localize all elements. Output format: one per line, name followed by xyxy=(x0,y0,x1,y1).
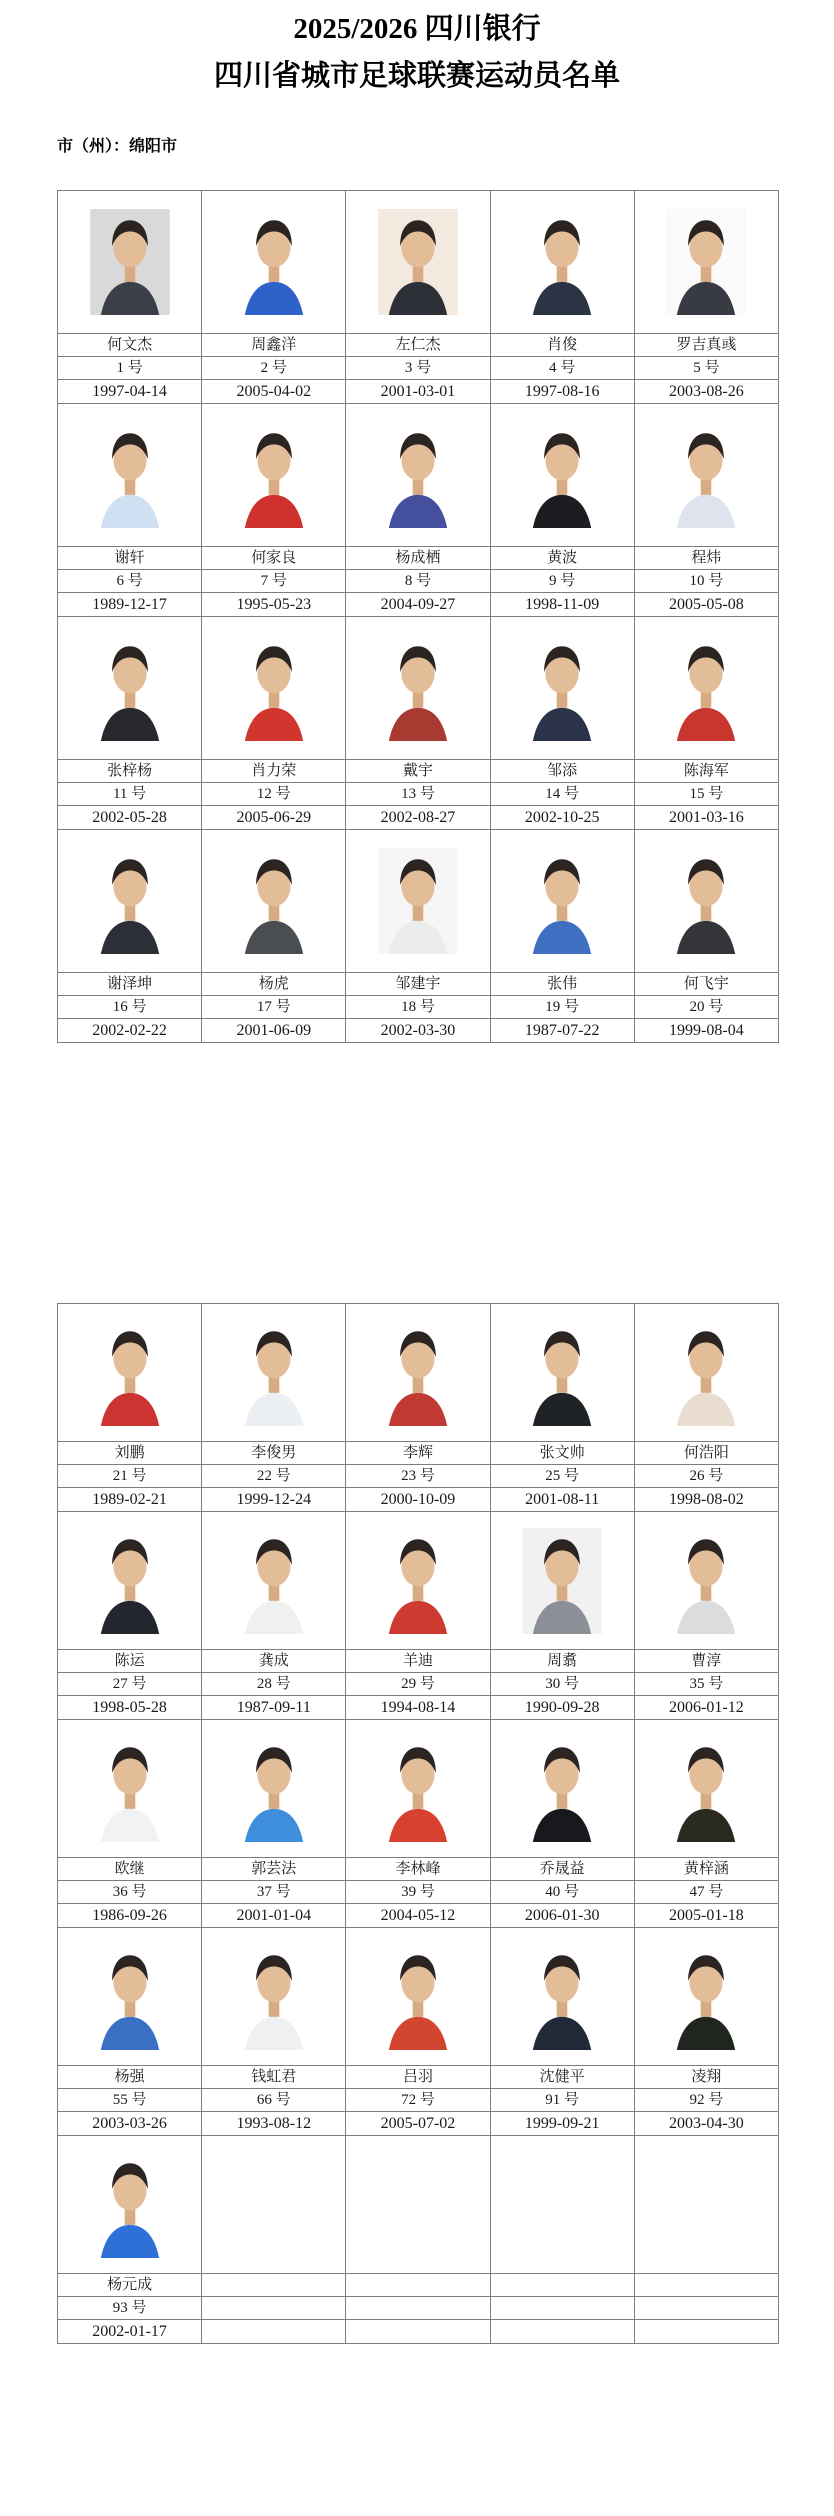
empty-photo-cell xyxy=(634,2136,778,2274)
player-name: 钱虹君 xyxy=(202,2066,346,2089)
player-photo xyxy=(666,635,746,741)
empty-cell xyxy=(634,2320,778,2344)
player-photo xyxy=(522,848,602,954)
roster-table-2 xyxy=(57,1303,779,2344)
player-number: 26 号 xyxy=(634,1465,778,1488)
player-dob: 2006-01-12 xyxy=(634,1696,778,1720)
player-photo xyxy=(666,209,746,315)
player-photo-placeholder xyxy=(378,209,458,315)
empty-photo-cell xyxy=(202,2136,346,2274)
player-number: 16 号 xyxy=(58,996,202,1019)
player-dob: 2003-03-26 xyxy=(58,2112,202,2136)
player-number: 10 号 xyxy=(634,570,778,593)
player-dob: 1987-09-11 xyxy=(202,1696,346,1720)
player-dob: 2005-05-08 xyxy=(634,593,778,617)
player-photo xyxy=(522,635,602,741)
player-name: 杨强 xyxy=(58,2066,202,2089)
player-name: 陈海军 xyxy=(634,760,778,783)
player-photo-cell xyxy=(490,1304,634,1442)
player-photo-placeholder xyxy=(90,635,170,741)
player-dob: 1993-08-12 xyxy=(202,2112,346,2136)
player-photo xyxy=(234,422,314,528)
player-dob: 2000-10-09 xyxy=(346,1488,490,1512)
player-name: 何飞宇 xyxy=(634,973,778,996)
player-photo-cell xyxy=(58,617,202,760)
player-number: 11 号 xyxy=(58,783,202,806)
player-photo-cell xyxy=(202,1720,346,1858)
player-photo-placeholder xyxy=(666,848,746,954)
player-number: 15 号 xyxy=(634,783,778,806)
player-photo-cell xyxy=(202,1928,346,2066)
player-dob: 2005-01-18 xyxy=(634,1904,778,1928)
player-photo-cell xyxy=(202,1304,346,1442)
player-dob: 2002-05-28 xyxy=(58,806,202,830)
player-dob: 1998-08-02 xyxy=(634,1488,778,1512)
player-number: 19 号 xyxy=(490,996,634,1019)
player-name: 程炜 xyxy=(634,547,778,570)
player-dob: 1989-02-21 xyxy=(58,1488,202,1512)
player-photo xyxy=(234,209,314,315)
player-number: 55 号 xyxy=(58,2089,202,2112)
player-photo-cell xyxy=(490,1928,634,2066)
player-photo xyxy=(378,635,458,741)
player-photo-placeholder xyxy=(234,848,314,954)
player-name: 张文帅 xyxy=(490,1442,634,1465)
player-photo-placeholder xyxy=(90,1528,170,1634)
player-dob: 1987-07-22 xyxy=(490,1019,634,1043)
player-dob: 1999-08-04 xyxy=(634,1019,778,1043)
player-dob: 2001-03-16 xyxy=(634,806,778,830)
player-name: 曹淳 xyxy=(634,1650,778,1673)
player-photo-placeholder xyxy=(234,1736,314,1842)
player-dob: 1994-08-14 xyxy=(346,1696,490,1720)
player-name: 何文杰 xyxy=(58,334,202,357)
player-number: 4 号 xyxy=(490,357,634,380)
player-photo-placeholder xyxy=(90,2152,170,2258)
player-dob: 2002-02-22 xyxy=(58,1019,202,1043)
player-photo-cell xyxy=(634,617,778,760)
player-photo-placeholder xyxy=(522,848,602,954)
player-photo xyxy=(234,848,314,954)
player-number: 66 号 xyxy=(202,2089,346,2112)
region-label: 市（州）：绵阳市 xyxy=(57,138,178,155)
player-photo-placeholder xyxy=(666,422,746,528)
player-photo xyxy=(234,1736,314,1842)
player-photo-cell xyxy=(634,1512,778,1650)
player-photo-placeholder xyxy=(378,1320,458,1426)
player-photo-placeholder xyxy=(522,1944,602,2050)
player-dob: 2002-10-25 xyxy=(490,806,634,830)
player-dob: 2003-04-30 xyxy=(634,2112,778,2136)
player-photo xyxy=(378,1528,458,1634)
player-photo-placeholder xyxy=(522,209,602,315)
player-dob: 2001-03-01 xyxy=(346,380,490,404)
player-dob: 2005-04-02 xyxy=(202,380,346,404)
player-photo-cell xyxy=(58,1512,202,1650)
player-photo-cell xyxy=(202,830,346,973)
player-number: 14 号 xyxy=(490,783,634,806)
player-photo-cell xyxy=(346,1928,490,2066)
player-photo xyxy=(90,848,170,954)
player-photo-cell xyxy=(58,1928,202,2066)
player-number: 35 号 xyxy=(634,1673,778,1696)
player-dob: 1998-05-28 xyxy=(58,1696,202,1720)
player-photo xyxy=(522,209,602,315)
document-title xyxy=(0,0,834,100)
player-photo xyxy=(666,1944,746,2050)
empty-cell xyxy=(202,2320,346,2344)
player-photo xyxy=(90,1320,170,1426)
player-photo-cell xyxy=(490,617,634,760)
player-photo-placeholder xyxy=(234,1528,314,1634)
player-photo-placeholder xyxy=(90,422,170,528)
empty-cell xyxy=(490,2297,634,2320)
player-photo-cell xyxy=(634,191,778,334)
player-number: 21 号 xyxy=(58,1465,202,1488)
player-number: 5 号 xyxy=(634,357,778,380)
player-photo xyxy=(234,1320,314,1426)
player-dob: 2002-08-27 xyxy=(346,806,490,830)
player-number: 91 号 xyxy=(490,2089,634,2112)
player-dob: 2001-08-11 xyxy=(490,1488,634,1512)
player-name: 左仁杰 xyxy=(346,334,490,357)
player-photo xyxy=(90,2152,170,2258)
player-dob: 1999-09-21 xyxy=(490,2112,634,2136)
player-name: 李辉 xyxy=(346,1442,490,1465)
player-photo xyxy=(234,1528,314,1634)
player-photo-cell xyxy=(634,1720,778,1858)
player-photo xyxy=(378,1944,458,2050)
player-name: 何家良 xyxy=(202,547,346,570)
player-name: 龚成 xyxy=(202,1650,346,1673)
player-photo-placeholder xyxy=(90,1320,170,1426)
player-photo xyxy=(522,1944,602,2050)
empty-photo-cell xyxy=(490,2136,634,2274)
player-dob: 1998-11-09 xyxy=(490,593,634,617)
player-photo xyxy=(234,1944,314,2050)
player-photo-cell xyxy=(346,1304,490,1442)
player-photo-cell xyxy=(58,1304,202,1442)
player-number: 13 号 xyxy=(346,783,490,806)
player-photo-cell xyxy=(58,1720,202,1858)
player-photo xyxy=(378,1320,458,1426)
player-name: 杨元成 xyxy=(58,2274,202,2297)
player-number: 1 号 xyxy=(58,357,202,380)
player-name: 凌翔 xyxy=(634,2066,778,2089)
player-name: 戴宇 xyxy=(346,760,490,783)
player-name: 黄梓涵 xyxy=(634,1858,778,1881)
player-name: 肖力荣 xyxy=(202,760,346,783)
player-photo-cell xyxy=(634,1928,778,2066)
empty-cell xyxy=(202,2297,346,2320)
player-number: 40 号 xyxy=(490,1881,634,1904)
player-photo-cell xyxy=(346,617,490,760)
player-name: 罗吉真彧 xyxy=(634,334,778,357)
player-number: 30 号 xyxy=(490,1673,634,1696)
player-photo-placeholder xyxy=(234,1320,314,1426)
player-name: 刘鹏 xyxy=(58,1442,202,1465)
player-dob: 1986-09-26 xyxy=(58,1904,202,1928)
player-photo-placeholder xyxy=(90,848,170,954)
player-name: 陈运 xyxy=(58,1650,202,1673)
player-number: 17 号 xyxy=(202,996,346,1019)
player-photo xyxy=(90,635,170,741)
player-photo-cell xyxy=(202,191,346,334)
player-dob: 1999-12-24 xyxy=(202,1488,346,1512)
player-name: 吕羽 xyxy=(346,2066,490,2089)
player-photo-placeholder xyxy=(378,1528,458,1634)
player-photo-placeholder xyxy=(378,635,458,741)
player-photo xyxy=(522,422,602,528)
player-photo-placeholder xyxy=(522,1320,602,1426)
player-photo xyxy=(90,1736,170,1842)
player-photo-cell xyxy=(202,404,346,547)
player-photo-cell xyxy=(346,1720,490,1858)
player-photo-placeholder xyxy=(234,1944,314,2050)
title-line-1: 2025/2026 四川银行 xyxy=(293,13,541,45)
player-dob: 1997-04-14 xyxy=(58,380,202,404)
player-photo xyxy=(90,1944,170,2050)
player-photo-placeholder xyxy=(90,1736,170,1842)
player-photo-cell xyxy=(58,830,202,973)
player-name: 肖俊 xyxy=(490,334,634,357)
empty-photo-cell xyxy=(346,2136,490,2274)
player-number: 72 号 xyxy=(346,2089,490,2112)
roster-table-1 xyxy=(57,190,779,1043)
player-dob: 2004-05-12 xyxy=(346,1904,490,1928)
player-photo-placeholder xyxy=(666,1320,746,1426)
empty-cell xyxy=(202,2274,346,2297)
player-photo-cell xyxy=(202,1512,346,1650)
player-number: 12 号 xyxy=(202,783,346,806)
player-name: 李林峰 xyxy=(346,1858,490,1881)
player-photo-cell xyxy=(490,1512,634,1650)
player-name: 邹建宇 xyxy=(346,973,490,996)
player-photo xyxy=(666,848,746,954)
player-photo-placeholder xyxy=(522,635,602,741)
player-photo-cell xyxy=(634,1304,778,1442)
player-number: 36 号 xyxy=(58,1881,202,1904)
player-photo-cell xyxy=(346,830,490,973)
player-photo-placeholder xyxy=(666,1736,746,1842)
player-number: 92 号 xyxy=(634,2089,778,2112)
player-number: 39 号 xyxy=(346,1881,490,1904)
player-dob: 2006-01-30 xyxy=(490,1904,634,1928)
player-number: 18 号 xyxy=(346,996,490,1019)
player-number: 3 号 xyxy=(346,357,490,380)
player-dob: 2003-08-26 xyxy=(634,380,778,404)
player-name: 邹添 xyxy=(490,760,634,783)
player-photo xyxy=(522,1528,602,1634)
player-photo-placeholder xyxy=(666,209,746,315)
player-photo xyxy=(666,1320,746,1426)
player-dob: 1995-05-23 xyxy=(202,593,346,617)
player-photo xyxy=(234,635,314,741)
player-name: 何浩阳 xyxy=(634,1442,778,1465)
player-photo-cell xyxy=(346,191,490,334)
empty-cell xyxy=(346,2320,490,2344)
player-photo-cell xyxy=(634,404,778,547)
player-number: 6 号 xyxy=(58,570,202,593)
player-photo-cell xyxy=(490,1720,634,1858)
player-photo-cell xyxy=(202,617,346,760)
player-photo-placeholder xyxy=(234,635,314,741)
player-number: 37 号 xyxy=(202,1881,346,1904)
player-photo-cell xyxy=(490,191,634,334)
player-dob: 2004-09-27 xyxy=(346,593,490,617)
player-number: 23 号 xyxy=(346,1465,490,1488)
player-photo-placeholder xyxy=(378,422,458,528)
player-number: 2 号 xyxy=(202,357,346,380)
player-photo xyxy=(90,1528,170,1634)
player-photo-placeholder xyxy=(522,1736,602,1842)
player-photo-placeholder xyxy=(522,422,602,528)
player-photo-placeholder xyxy=(234,209,314,315)
player-photo-placeholder xyxy=(666,635,746,741)
player-photo-placeholder xyxy=(378,848,458,954)
empty-cell xyxy=(346,2297,490,2320)
player-photo-cell xyxy=(58,2136,202,2274)
player-name: 欧继 xyxy=(58,1858,202,1881)
player-number: 9 号 xyxy=(490,570,634,593)
player-photo-cell xyxy=(634,830,778,973)
player-name: 谢泽坤 xyxy=(58,973,202,996)
player-photo-cell xyxy=(58,191,202,334)
player-name: 乔晟益 xyxy=(490,1858,634,1881)
player-dob: 2001-01-04 xyxy=(202,1904,346,1928)
player-name: 李俊男 xyxy=(202,1442,346,1465)
player-name: 谢轩 xyxy=(58,547,202,570)
player-dob: 2001-06-09 xyxy=(202,1019,346,1043)
player-number: 47 号 xyxy=(634,1881,778,1904)
player-photo-placeholder xyxy=(90,1944,170,2050)
player-number: 8 号 xyxy=(346,570,490,593)
player-name: 张梓杨 xyxy=(58,760,202,783)
empty-cell xyxy=(634,2297,778,2320)
empty-cell xyxy=(346,2274,490,2297)
player-number: 20 号 xyxy=(634,996,778,1019)
player-dob: 2002-03-30 xyxy=(346,1019,490,1043)
player-dob: 2002-01-17 xyxy=(58,2320,202,2344)
player-number: 7 号 xyxy=(202,570,346,593)
player-name: 羊迪 xyxy=(346,1650,490,1673)
player-name: 杨虎 xyxy=(202,973,346,996)
player-number: 28 号 xyxy=(202,1673,346,1696)
player-dob: 1989-12-17 xyxy=(58,593,202,617)
empty-cell xyxy=(490,2320,634,2344)
player-photo xyxy=(666,1528,746,1634)
player-photo xyxy=(378,848,458,954)
player-name: 周翥 xyxy=(490,1650,634,1673)
player-name: 郭芸法 xyxy=(202,1858,346,1881)
player-name: 周鑫洋 xyxy=(202,334,346,357)
player-photo xyxy=(378,209,458,315)
player-photo xyxy=(522,1320,602,1426)
player-photo-placeholder xyxy=(234,422,314,528)
player-dob: 1990-09-28 xyxy=(490,1696,634,1720)
player-number: 22 号 xyxy=(202,1465,346,1488)
player-name: 张伟 xyxy=(490,973,634,996)
title-line-2: 四川省城市足球联赛运动员名单 xyxy=(213,60,620,92)
player-dob: 2005-06-29 xyxy=(202,806,346,830)
player-photo-placeholder xyxy=(666,1528,746,1634)
player-photo-placeholder xyxy=(378,1944,458,2050)
player-photo-cell xyxy=(490,404,634,547)
player-photo-placeholder xyxy=(666,1944,746,2050)
player-photo xyxy=(378,422,458,528)
player-name: 沈健平 xyxy=(490,2066,634,2089)
empty-cell xyxy=(634,2274,778,2297)
player-number: 25 号 xyxy=(490,1465,634,1488)
player-photo xyxy=(666,422,746,528)
player-photo-cell xyxy=(346,404,490,547)
player-name: 杨成栖 xyxy=(346,547,490,570)
player-dob: 2005-07-02 xyxy=(346,2112,490,2136)
player-number: 93 号 xyxy=(58,2297,202,2320)
player-photo-placeholder xyxy=(522,1528,602,1634)
player-photo-cell xyxy=(58,404,202,547)
player-photo xyxy=(90,422,170,528)
player-photo xyxy=(90,209,170,315)
player-photo-cell xyxy=(346,1512,490,1650)
player-photo-placeholder xyxy=(378,1736,458,1842)
player-photo-cell xyxy=(490,830,634,973)
player-photo xyxy=(378,1736,458,1842)
player-name: 黄波 xyxy=(490,547,634,570)
player-dob: 1997-08-16 xyxy=(490,380,634,404)
player-photo xyxy=(522,1736,602,1842)
player-photo xyxy=(666,1736,746,1842)
player-photo-placeholder xyxy=(90,209,170,315)
empty-cell xyxy=(490,2274,634,2297)
player-number: 27 号 xyxy=(58,1673,202,1696)
player-number: 29 号 xyxy=(346,1673,490,1696)
